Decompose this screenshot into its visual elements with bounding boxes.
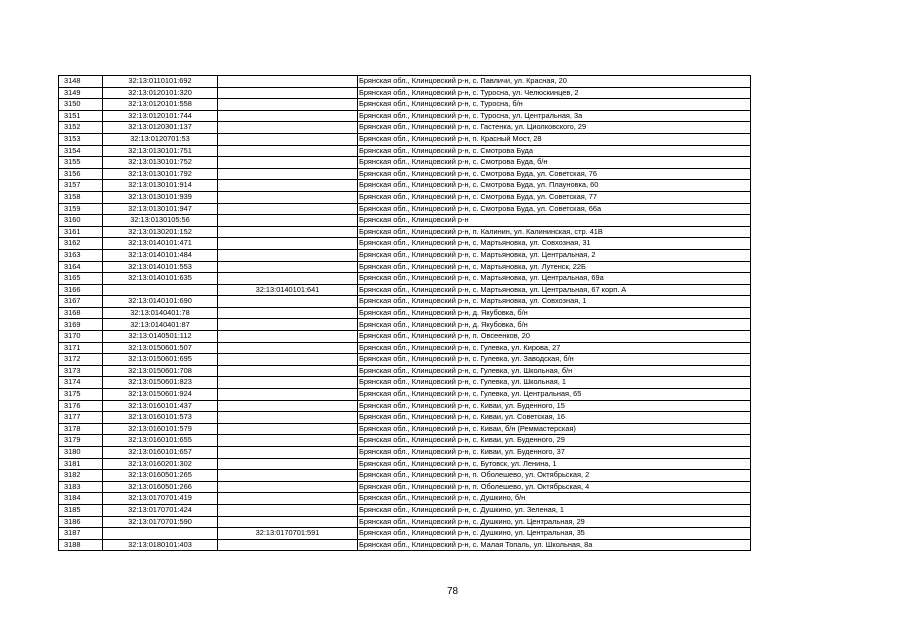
cadastral-number-alt-cell xyxy=(218,412,358,424)
address-cell: Брянская обл., Клинцовский р-н, с. Смотрова Буда, ул. Советская, 66а xyxy=(358,203,751,215)
table-row xyxy=(59,87,751,99)
cadastral-number-cell: 32:13:0170701:424 xyxy=(103,504,218,516)
row-number-cell: 3148 xyxy=(59,76,103,88)
cadastral-number-alt-cell xyxy=(218,168,358,180)
address-cell: Брянская обл., Клинцовский р-н, с. Павличи, ул. Красная, 20 xyxy=(358,76,751,88)
table-row xyxy=(59,226,751,238)
address-cell: Брянская обл., Клинцовский р-н, с. Смотрова Буда, ул. Советская, 77 xyxy=(358,191,751,203)
row-number-cell: 3162 xyxy=(59,238,103,250)
table-row xyxy=(59,389,751,401)
row-number-cell: 3182 xyxy=(59,470,103,482)
cadastral-number-alt-cell xyxy=(218,377,358,389)
address-cell: Брянская обл., Клинцовский р-н, с. Гулевка, ул. Школьная, б/н xyxy=(358,365,751,377)
address-cell: Брянская обл., Клинцовский р-н, с. Киваи, ул. Советская, 16 xyxy=(358,412,751,424)
table-row xyxy=(59,342,751,354)
row-number-cell: 3170 xyxy=(59,331,103,343)
table-row xyxy=(59,377,751,389)
cadastral-number-cell: 32:13:0120301:137 xyxy=(103,122,218,134)
cadastral-number-alt-cell xyxy=(218,180,358,192)
table-row xyxy=(59,99,751,111)
cadastral-number-alt-cell xyxy=(218,215,358,227)
row-number-cell: 3171 xyxy=(59,342,103,354)
address-cell: Брянская обл., Клинцовский р-н, с. Мартьяновка, ул. Центральная, 69а xyxy=(358,273,751,285)
row-number-cell: 3159 xyxy=(59,203,103,215)
row-number-cell: 3185 xyxy=(59,504,103,516)
table-row xyxy=(59,168,751,180)
table-row xyxy=(59,203,751,215)
cadastral-number-cell: 32:13:0130101:752 xyxy=(103,157,218,169)
cadastral-number-cell: 32:13:0140101:471 xyxy=(103,238,218,250)
cadastral-number-cell: 32:13:0130101:939 xyxy=(103,191,218,203)
cadastral-number-alt-cell xyxy=(218,87,358,99)
cadastral-number-cell: 32:13:0160201:302 xyxy=(103,458,218,470)
cadastral-number-cell: 32:13:0160101:655 xyxy=(103,435,218,447)
address-cell: Брянская обл., Клинцовский р-н, п. Оболешево, ул. Октябрьская, 4 xyxy=(358,481,751,493)
cadastral-number-cell: 32:13:0130101:947 xyxy=(103,203,218,215)
row-number-cell: 3180 xyxy=(59,447,103,459)
table-row xyxy=(59,122,751,134)
table-row xyxy=(59,296,751,308)
table-row xyxy=(59,191,751,203)
table-row xyxy=(59,273,751,285)
property-register-table xyxy=(58,75,751,551)
table-body xyxy=(59,76,751,551)
address-cell: Брянская обл., Клинцовский р-н, д. Якубовка, б/н xyxy=(358,307,751,319)
table-row xyxy=(59,539,751,551)
table-row xyxy=(59,215,751,227)
table-row xyxy=(59,458,751,470)
address-cell: Брянская обл., Клинцовский р-н, с. Туросна, ул. Челюскинцев, 2 xyxy=(358,87,751,99)
cadastral-number-alt-cell xyxy=(218,470,358,482)
cadastral-number-alt-cell: 32:13:0170701:591 xyxy=(218,528,358,540)
row-number-cell: 3178 xyxy=(59,423,103,435)
cadastral-number-alt-cell xyxy=(218,458,358,470)
address-cell: Брянская обл., Клинцовский р-н, с. Гулевка, ул. Школьная, 1 xyxy=(358,377,751,389)
address-cell: Брянская обл., Клинцовский р-н, с. Душкино, ул. Центральная, 35 xyxy=(358,528,751,540)
table-row xyxy=(59,470,751,482)
table-row xyxy=(59,76,751,88)
address-cell: Брянская обл., Клинцовский р-н, п. Оболешево, ул. Октябрьская, 2 xyxy=(358,470,751,482)
table-row xyxy=(59,493,751,505)
address-cell: Брянская обл., Клинцовский р-н, с. Мартьяновка, ул. Центральная, 2 xyxy=(358,249,751,261)
address-cell: Брянская обл., Клинцовский р-н, с. Мартьяновка, ул. Совхозная, 31 xyxy=(358,238,751,250)
address-cell: Брянская обл., Клинцовский р-н, с. Киваи, б/н (Реммастерская) xyxy=(358,423,751,435)
address-cell: Брянская обл., Клинцовский р-н, д. Якубовка, б/н xyxy=(358,319,751,331)
table-row xyxy=(59,354,751,366)
table-row xyxy=(59,365,751,377)
cadastral-number-cell: 32:13:0120701:53 xyxy=(103,133,218,145)
row-number-cell: 3172 xyxy=(59,354,103,366)
address-cell: Брянская обл., Клинцовский р-н, с. Смотрова Буда, ул. Советская, 76 xyxy=(358,168,751,180)
cadastral-number-alt-cell xyxy=(218,273,358,285)
table-row xyxy=(59,516,751,528)
cadastral-number-alt-cell xyxy=(218,331,358,343)
address-cell: Брянская обл., Клинцовский р-н, с. Смотрова Буда, ул. Плауновка, 60 xyxy=(358,180,751,192)
row-number-cell: 3188 xyxy=(59,539,103,551)
address-cell: Брянская обл., Клинцовский р-н, с. Туросна, ул. Центральная, 3а xyxy=(358,110,751,122)
cadastral-number-cell: 32:13:0120101:744 xyxy=(103,110,218,122)
cadastral-number-alt-cell xyxy=(218,157,358,169)
cadastral-number-cell xyxy=(103,284,218,296)
row-number-cell: 3160 xyxy=(59,215,103,227)
row-number-cell: 3175 xyxy=(59,389,103,401)
row-number-cell: 3169 xyxy=(59,319,103,331)
cadastral-number-cell: 32:13:0160101:657 xyxy=(103,447,218,459)
row-number-cell: 3154 xyxy=(59,145,103,157)
address-cell: Брянская обл., Клинцовский р-н, с. Гулевка, ул. Кирова, 27 xyxy=(358,342,751,354)
table-row xyxy=(59,481,751,493)
address-cell: Брянская обл., Клинцовский р-н, п. Овсеенков, 20 xyxy=(358,331,751,343)
cadastral-number-cell: 32:13:0160101:579 xyxy=(103,423,218,435)
cadastral-number-alt-cell xyxy=(218,423,358,435)
cadastral-number-alt-cell xyxy=(218,319,358,331)
cadastral-number-alt-cell xyxy=(218,400,358,412)
cadastral-number-cell: 32:13:0140101:690 xyxy=(103,296,218,308)
cadastral-number-alt-cell xyxy=(218,99,358,111)
cadastral-number-alt-cell xyxy=(218,191,358,203)
cadastral-number-cell: 32:13:0110101:692 xyxy=(103,76,218,88)
cadastral-number-alt-cell xyxy=(218,249,358,261)
row-number-cell: 3149 xyxy=(59,87,103,99)
cadastral-number-alt-cell xyxy=(218,516,358,528)
cadastral-number-cell: 32:13:0130101:792 xyxy=(103,168,218,180)
cadastral-number-alt-cell xyxy=(218,145,358,157)
cadastral-number-cell: 32:13:0130101:751 xyxy=(103,145,218,157)
address-cell: Брянская обл., Клинцовский р-н, с. Мартьяновка, ул. Лутенск, 22Б xyxy=(358,261,751,273)
row-number-cell: 3168 xyxy=(59,307,103,319)
address-cell: Брянская обл., Клинцовский р-н, с. Гулевка, ул. Центральная, 65 xyxy=(358,389,751,401)
address-cell: Брянская обл., Клинцовский р-н, с. Душкино, б/н xyxy=(358,493,751,505)
cadastral-number-alt-cell xyxy=(218,261,358,273)
row-number-cell: 3157 xyxy=(59,180,103,192)
cadastral-number-alt-cell xyxy=(218,435,358,447)
cadastral-number-cell: 32:13:0150601:507 xyxy=(103,342,218,354)
cadastral-number-cell: 32:13:0150601:924 xyxy=(103,389,218,401)
cadastral-number-alt-cell xyxy=(218,342,358,354)
cadastral-number-alt-cell xyxy=(218,447,358,459)
row-number-cell: 3155 xyxy=(59,157,103,169)
cadastral-number-cell: 32:13:0140501:112 xyxy=(103,331,218,343)
row-number-cell: 3158 xyxy=(59,191,103,203)
cadastral-number-alt-cell: 32:13:0140101:641 xyxy=(218,284,358,296)
row-number-cell: 3181 xyxy=(59,458,103,470)
row-number-cell: 3161 xyxy=(59,226,103,238)
cadastral-number-alt-cell xyxy=(218,133,358,145)
table-row xyxy=(59,284,751,296)
row-number-cell: 3173 xyxy=(59,365,103,377)
address-cell: Брянская обл., Клинцовский р-н, с. Душкино, ул. Зеленая, 1 xyxy=(358,504,751,516)
address-cell: Брянская обл., Клинцовский р-н, с. Бутовск, ул. Ленина, 1 xyxy=(358,458,751,470)
address-cell: Брянская обл., Клинцовский р-н, п. Калинин, ул. Калининская, стр. 41В xyxy=(358,226,751,238)
cadastral-number-cell: 32:13:0140101:484 xyxy=(103,249,218,261)
cadastral-number-alt-cell xyxy=(218,354,358,366)
cadastral-number-alt-cell xyxy=(218,76,358,88)
address-cell: Брянская обл., Клинцовский р-н, п. Красный Мост, 28 xyxy=(358,133,751,145)
cadastral-number-cell: 32:13:0140401:78 xyxy=(103,307,218,319)
table-row xyxy=(59,307,751,319)
cadastral-number-cell: 32:13:0160501:265 xyxy=(103,470,218,482)
table-row xyxy=(59,319,751,331)
cadastral-number-cell: 32:13:0150601:695 xyxy=(103,354,218,366)
row-number-cell: 3187 xyxy=(59,528,103,540)
cadastral-number-alt-cell xyxy=(218,122,358,134)
table-row xyxy=(59,528,751,540)
row-number-cell: 3179 xyxy=(59,435,103,447)
page-number: 78 xyxy=(446,586,459,597)
cadastral-number-alt-cell xyxy=(218,365,358,377)
row-number-cell: 3174 xyxy=(59,377,103,389)
cadastral-number-alt-cell xyxy=(218,110,358,122)
cadastral-number-cell: 32:13:0140101:635 xyxy=(103,273,218,285)
cadastral-number-cell: 32:13:0180101:403 xyxy=(103,539,218,551)
cadastral-number-cell: 32:13:0130101:914 xyxy=(103,180,218,192)
row-number-cell: 3176 xyxy=(59,400,103,412)
address-cell: Брянская обл., Клинцовский р-н, с. Смотрова Буда xyxy=(358,145,751,157)
cadastral-number-alt-cell xyxy=(218,493,358,505)
address-cell: Брянская обл., Клинцовский р-н, с. Киваи, ул. Буденного, 37 xyxy=(358,447,751,459)
table-row xyxy=(59,133,751,145)
table-row xyxy=(59,261,751,273)
cadastral-number-alt-cell xyxy=(218,389,358,401)
row-number-cell: 3156 xyxy=(59,168,103,180)
cadastral-number-cell: 32:13:0140101:553 xyxy=(103,261,218,273)
cadastral-number-cell: 32:13:0150601:708 xyxy=(103,365,218,377)
cadastral-number-alt-cell xyxy=(218,539,358,551)
cadastral-number-cell: 32:13:0170701:419 xyxy=(103,493,218,505)
table-row xyxy=(59,400,751,412)
cadastral-number-alt-cell xyxy=(218,307,358,319)
row-number-cell: 3152 xyxy=(59,122,103,134)
table-row xyxy=(59,110,751,122)
row-number-cell: 3165 xyxy=(59,273,103,285)
row-number-cell: 3186 xyxy=(59,516,103,528)
address-cell: Брянская обл., Клинцовский р-н, с. Гулевка, ул. Заводская, б/н xyxy=(358,354,751,366)
address-cell: Брянская обл., Клинцовский р-н xyxy=(358,215,751,227)
address-cell: Брянская обл., Клинцовский р-н, с. Киваи, ул. Буденного, 29 xyxy=(358,435,751,447)
table-row xyxy=(59,249,751,261)
row-number-cell: 3183 xyxy=(59,481,103,493)
address-cell: Брянская обл., Клинцовский р-н, с. Туросна, б/н xyxy=(358,99,751,111)
row-number-cell: 3167 xyxy=(59,296,103,308)
row-number-cell: 3164 xyxy=(59,261,103,273)
cadastral-number-alt-cell xyxy=(218,296,358,308)
table-row xyxy=(59,423,751,435)
address-cell: Брянская обл., Клинцовский р-н, с. Малая Топаль, ул. Школьная, 8а xyxy=(358,539,751,551)
table-row xyxy=(59,412,751,424)
row-number-cell: 3166 xyxy=(59,284,103,296)
address-cell: Брянская обл., Клинцовский р-н, с. Гастенка, ул. Циолковского, 29 xyxy=(358,122,751,134)
table-row xyxy=(59,238,751,250)
cadastral-number-alt-cell xyxy=(218,504,358,516)
row-number-cell: 3177 xyxy=(59,412,103,424)
cadastral-number-cell: 32:13:0170701:590 xyxy=(103,516,218,528)
cadastral-number-alt-cell xyxy=(218,238,358,250)
address-cell: Брянская обл., Клинцовский р-н, с. Смотрова Буда, б/н xyxy=(358,157,751,169)
cadastral-number-cell: 32:13:0140401:87 xyxy=(103,319,218,331)
address-cell: Брянская обл., Клинцовский р-н, с. Душкино, ул. Центральная, 29 xyxy=(358,516,751,528)
address-cell: Брянская обл., Клинцовский р-н, с. Мартьяновка, ул. Совхозная, 1 xyxy=(358,296,751,308)
table-row xyxy=(59,447,751,459)
row-number-cell: 3153 xyxy=(59,133,103,145)
cadastral-number-alt-cell xyxy=(218,481,358,493)
table-row xyxy=(59,180,751,192)
table-row xyxy=(59,331,751,343)
row-number-cell: 3150 xyxy=(59,99,103,111)
address-cell: Брянская обл., Клинцовский р-н, с. Киваи, ул. Буденного, 15 xyxy=(358,400,751,412)
cadastral-number-cell: 32:13:0160101:573 xyxy=(103,412,218,424)
table-row xyxy=(59,504,751,516)
table-row xyxy=(59,157,751,169)
cadastral-number-cell: 32:13:0130105:56 xyxy=(103,215,218,227)
cadastral-number-cell: 32:13:0150601:823 xyxy=(103,377,218,389)
cadastral-number-alt-cell xyxy=(218,226,358,238)
row-number-cell: 3184 xyxy=(59,493,103,505)
row-number-cell: 3151 xyxy=(59,110,103,122)
table-row xyxy=(59,435,751,447)
cadastral-number-cell: 32:13:0160501:266 xyxy=(103,481,218,493)
cadastral-number-cell: 32:13:0120101:558 xyxy=(103,99,218,111)
cadastral-number-alt-cell xyxy=(218,203,358,215)
address-cell: Брянская обл., Клинцовский р-н, с. Мартьяновка, ул. Центральная, 67 корп. А xyxy=(358,284,751,296)
cadastral-number-cell xyxy=(103,528,218,540)
row-number-cell: 3163 xyxy=(59,249,103,261)
cadastral-number-cell: 32:13:0160101:437 xyxy=(103,400,218,412)
table-row xyxy=(59,145,751,157)
cadastral-number-cell: 32:13:0130201:152 xyxy=(103,226,218,238)
cadastral-number-cell: 32:13:0120101:320 xyxy=(103,87,218,99)
